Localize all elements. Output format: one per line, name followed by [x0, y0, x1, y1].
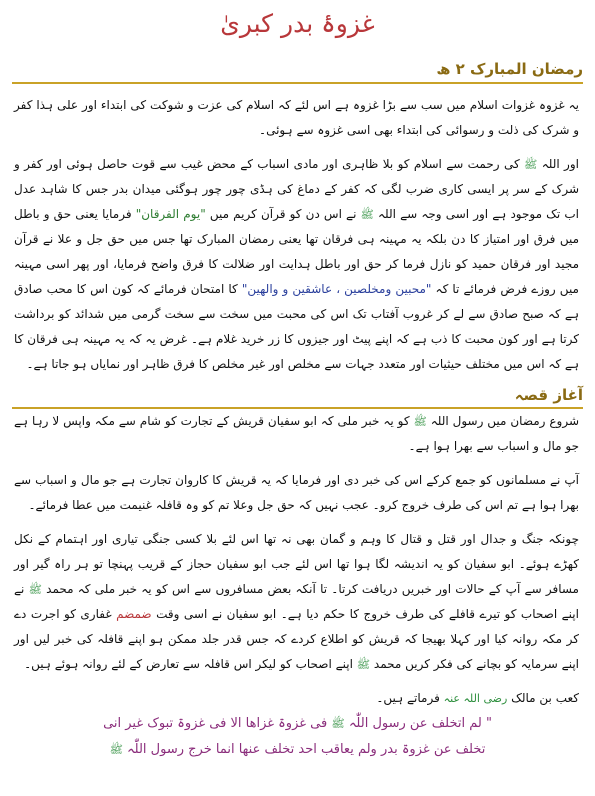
text-run: " لم اتخلف عن رسول اللّٰہ — [348, 716, 492, 731]
text-run: کی رحمت سے اسلام کو بلا ظاہری اور مادی اسباب کے محض غیب سے قوت حاصل ہوئی اور کفر و شرک کے سر پر ایسی کاری ضرب لگی کہ کفر کے دماغ کی ہڈی چور چور ہوگئی میدان بدر جس کا شاہد عدل اب تک موجود ہے اور اسی وجہ سے اللہ — [14, 157, 579, 221]
text-run: فرمایا یعنی حق و باطل میں فرق اور امتیاز کا دن بلکہ یہ مہینہ ہی فرقان تھا یعنی رمضان المبارک تھا جس میں حق جل و علا نے قرآن مجید اور فرقان حمید کو نازل فرما کر حق اور باطل ہدایت اور ضلالت کا فرق واضح فرمایا، اور پھر اسی مہینہ میں روزے فرض فرمائے تا کہ — [14, 207, 579, 296]
damdam-name: ضمضم — [116, 607, 152, 621]
text-run: اپنے اصحاب کو لیکر اس قافلہ سے تعارض کے لئے روانہ ہوئے ہیں۔ — [24, 657, 353, 671]
text-run: کو یہ خبر ملی کہ ابو سفیان قریش کے تجارت کو شام سے مکہ واپس لا رہا ہے جو مال و اسباب سے بھرا ہوا ہے۔ — [14, 414, 579, 453]
salutation-mark: ﷺ — [109, 743, 123, 756]
salutation-mark: ﷺ — [28, 583, 42, 596]
arabic-quote-line-1 — [0, 711, 595, 737]
text-run: غفاری کو اجرت دے کر مکہ روانہ کیا اور کہلا بھیجا کہ قریش کو اطلاع کردے کہ جس قدر جلد ممکن ہو اپنے قافلہ کی خبر لیں اور اپنے سرمایہ کو بچانے کی فکر کریں محمد — [14, 607, 579, 671]
salutation-mark: رضی اللہ عنہ — [443, 692, 508, 705]
text-run: فرماتے ہیں۔ — [376, 691, 440, 705]
section-date-label: رمضان المبارک ۲ ھ — [436, 60, 583, 78]
text-run: تخلف عن غزوۃ بدر ولم یعاقب احد تخلف عنھا انما خرج رسول اللّٰہ — [127, 742, 486, 757]
salutation-mark: ﷺ — [524, 158, 538, 171]
page-title: غزوۂ بدر کبریٰ — [220, 9, 375, 38]
section-heading-start — [12, 383, 583, 409]
section-start-label: آغاز قصہ — [514, 386, 583, 404]
yawm-al-furqan-term: "یوم الفرقان" — [135, 207, 206, 221]
salutation-mark: ﷺ — [331, 717, 345, 730]
paragraph-furqan — [14, 152, 579, 377]
paragraph-news — [14, 409, 579, 459]
text-run: اور اللہ — [541, 157, 579, 171]
section-heading-date — [12, 58, 583, 84]
paragraph-kaab — [14, 686, 579, 711]
paragraph-abu-sufyan — [14, 527, 579, 677]
arabic-quote-line-2 — [0, 737, 595, 763]
salutation-mark: ﷺ — [413, 415, 427, 428]
text-run: کا امتحان فرمائے کہ کون اس کا محب صادق ہے کہ صبح صادق سے لے کر غروب آفتاب تک اس کی محبت میں سخت سے سخت گرمی میں شدائد کو برداشت کرتا ہے اور کون محبت کا ذب ہے کہ اپنے پیٹ اور جیزوں کا زر خرید غلام ہے۔ غرض یہ کہ یہ مہینہ ہی فرقان کا ہے کہ اس میں مختلف حیثیات اور متعدد جہات سے مخلص اور غیر مخلص کا فرق ظاہر اور نمایاں ہو جاتا ہے۔ — [14, 282, 579, 371]
lovers-term: "محبین ومخلصین ، عاشقین و والھین" — [241, 282, 432, 296]
text-run: چونکہ جنگ و جدال اور قتل و قتال کا وہم و گمان بھی نہ تھا اس لئے بلا کسی جنگی تیاری اور اہتمام کے نکل کھڑے ہوئے۔ ابو سفیان کو یہ اندیشہ لگا ہوا تھا اس لئے جب ابو سفیان حجاز کے قریب پہنچا تو ہر راہ گیر اور مسافر سے آپ کے حالات اور خبریں دریافت کرتا۔ تا آنکہ بعض مسافروں سے اس کو یہ خبر ملی کہ محمد — [14, 532, 579, 596]
text-run: کعب بن مالک — [511, 691, 579, 705]
salutation-mark: ﷺ — [356, 658, 371, 671]
salutation-mark: ﷺ — [360, 208, 374, 221]
intro-paragraph: یہ غزوہ غزوات اسلام میں سب سے بڑا غزوہ ہے اس لئے کہ اسلام کی عزت و شوکت کی ابتداء اور علی ہذا کفر و شرک کی ذلت و رسوائی کی ابتداء بھی اسی غزوہ سے ہوئی۔ — [14, 98, 579, 137]
paragraph-command: آپ نے مسلمانوں کو جمع کرکے اس کی خبر دی اور فرمایا کہ یہ قریش کا کاروان تجارت ہے جو مال و اسباب سے بھرا ہوا ہے تم اس کی طرف خروج کرو۔ عجب نہیں کہ حق جل وعلا تم کو وہ قافلہ غنیمت میں عطا فرمائے۔ — [14, 473, 579, 512]
text-run: شروع رمضان میں رسول اللہ — [430, 414, 580, 428]
text-run: نے اپنے اصحاب کو تیرے قافلے کی طرف خروج کا حکم دیا ہے۔ ابو سفیان نے اسی وقت — [14, 582, 579, 621]
text-run: فی غزوۃ غزاھا الا فی غزوۃ تبوک غیر انی — [103, 716, 328, 731]
text-run: نے اس دن کو قرآن کریم میں — [209, 207, 357, 221]
